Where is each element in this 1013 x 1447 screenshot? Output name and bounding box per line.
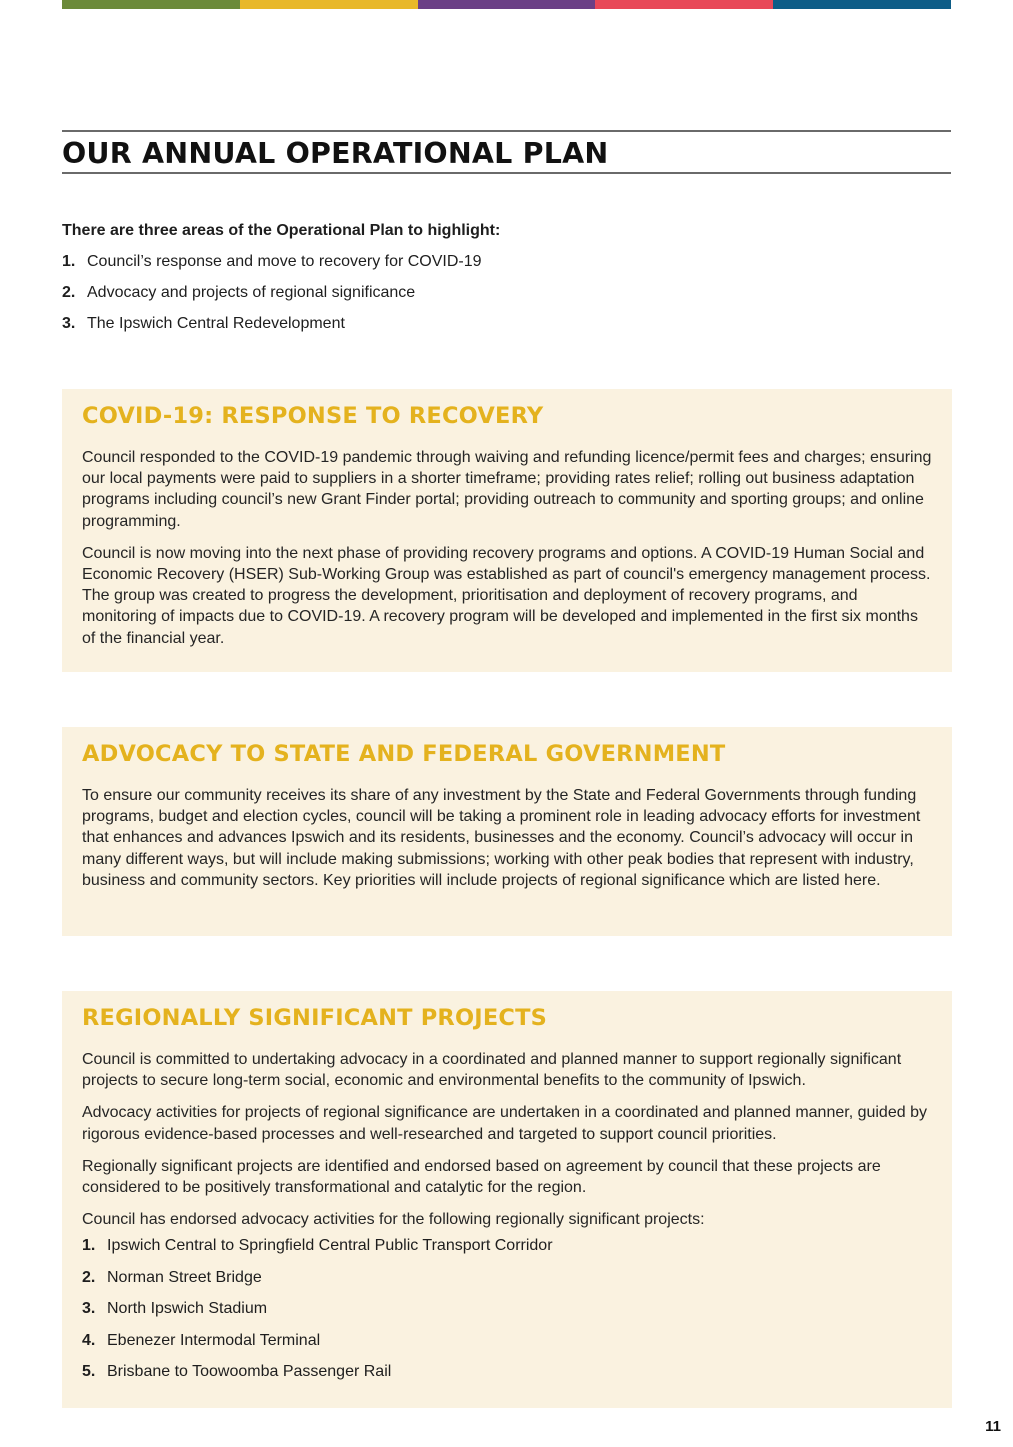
- covid-paragraph: Council is now moving into the next phase of providing recovery programs and options. A COVID-19 Human Social and Economic Recovery (HSER) Sub-Working Group was established as part of council's emergency management process. The group was created to progress the development, prioritisation and deployment of recovery programs, and monitoring of impacts due to COVID-19. A recovery program will be developed and implemented in the first six months of the financial year.: [82, 544, 931, 647]
- list-number: 1.: [62, 253, 76, 270]
- list-item: [62, 283, 951, 303]
- list-text: Council’s response and move to recovery for COVID-19: [87, 253, 482, 270]
- intro-section: [62, 222, 951, 345]
- list-text: North Ipswich Stadium: [107, 1300, 268, 1318]
- regional-projects-list: [82, 1236, 932, 1382]
- page-number: 11: [985, 1418, 1001, 1435]
- color-bar-segment-purple: [418, 0, 596, 9]
- regional-heading: REGIONALLY SIGNIFICANT PROJECTS: [82, 1005, 548, 1031]
- color-bar-segment-red: [595, 0, 773, 9]
- list-item: [62, 314, 951, 334]
- list-number: 3.: [82, 1300, 96, 1318]
- covid-card: [62, 389, 952, 672]
- page-title-block: [62, 130, 951, 174]
- list-item: [62, 252, 951, 272]
- regional-paragraph: Advocacy activities for projects of regional significance are undertaken in a coordinated and planned manner, guided by rigorous evidence-based processes and well-researched and targeted to support council priorities.: [82, 1104, 927, 1143]
- regional-card: [62, 991, 952, 1408]
- list-item: [82, 1362, 932, 1382]
- page-title: OUR ANNUAL OPERATIONAL PLAN: [62, 137, 609, 170]
- intro-list: [62, 252, 951, 334]
- list-number: 5.: [82, 1363, 96, 1381]
- regional-paragraph: Council has endorsed advocacy activities for the following regionally significant projects:: [82, 1211, 705, 1229]
- color-bar-segment-green: [62, 0, 240, 9]
- advocacy-card: [62, 727, 952, 936]
- top-color-bar: [62, 0, 951, 9]
- regional-paragraph: Regionally significant projects are identified and endorsed based on agreement by council that these projects are considered to be positively transformational and catalytic for the region.: [82, 1157, 881, 1197]
- advocacy-heading: ADVOCACY TO STATE AND FEDERAL GOVERNMENT: [82, 741, 726, 767]
- list-text: Norman Street Bridge: [107, 1268, 262, 1286]
- covid-heading: COVID-19: RESPONSE TO RECOVERY: [82, 403, 544, 429]
- list-number: 1.: [82, 1237, 96, 1255]
- list-item: [82, 1268, 932, 1288]
- list-text: The Ipswich Central Redevelopment: [87, 315, 345, 332]
- color-bar-segment-blue: [773, 0, 951, 9]
- list-number: 4.: [82, 1331, 96, 1349]
- list-item: [82, 1236, 932, 1256]
- intro-lead: There are three areas of the Operational Plan to highlight:: [62, 222, 501, 239]
- list-item: [82, 1299, 932, 1319]
- list-number: 2.: [62, 284, 76, 301]
- list-text: Ebenezer Intermodal Terminal: [107, 1331, 321, 1349]
- list-text: Advocacy and projects of regional significance: [87, 284, 416, 301]
- list-text: Brisbane to Toowoomba Passenger Rail: [107, 1363, 392, 1381]
- advocacy-paragraph: To ensure our community receives its share of any investment by the State and Federal Governments through funding programs, budget and election cycles, council will be taking a prominent role in leading advocacy efforts for investment that enhances and advances Ipswich and its residents, businesses and the economy. Council’s advocacy will occur in many different ways, but will include making submissions; working with other peak bodies that represent with industry, business and community sectors. Key priorities will include projects of regional significance which are listed here.: [82, 787, 921, 889]
- covid-paragraph: Council responded to the COVID-19 pandemic through waiving and refunding licence/permit fees and charges; ensuring our local payments were paid to suppliers in a shorter timeframe; providing rates relief; rolling out business adaptation programs including council’s new Grant Finder portal; providing outreach to community and sporting groups; and online programming.: [82, 449, 932, 530]
- list-text: Ipswich Central to Springfield Central Public Transport Corridor: [107, 1237, 553, 1255]
- list-item: [82, 1331, 932, 1351]
- color-bar-segment-yellow: [240, 0, 418, 9]
- list-number: 3.: [62, 315, 76, 332]
- list-number: 2.: [82, 1268, 96, 1286]
- regional-paragraph: Council is committed to undertaking advocacy in a coordinated and planned manner to support regionally significant projects to secure long-term social, economic and environmental benefits to the community of Ipswich.: [82, 1051, 902, 1090]
